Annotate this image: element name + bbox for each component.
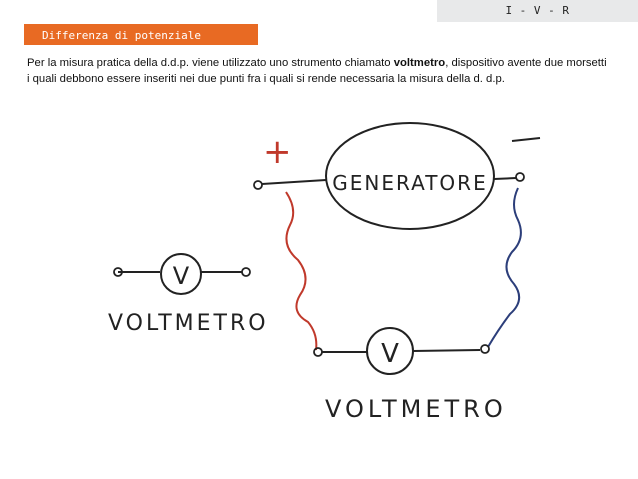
section-title: Differenza di potenziale [42,29,201,42]
plus-sign: + [263,132,292,172]
positive-wire [286,192,316,350]
standalone-voltmeter [108,254,269,336]
negative-wire [488,188,521,347]
generator [254,123,524,229]
header-badge: I - V - R [505,4,570,17]
body-text-after: , dispositivo avente due morsetti i quali debbono essere inseriti nei due punti fra i quali si rende necessaria la misura della d. d.p. [27,57,607,85]
voltmeter-symbol-circuit: V [381,339,399,369]
voltmeter-label-circuit: VOLTMETRO [325,395,507,423]
voltmeter-label-left: VOLTMETRO [108,311,269,336]
generator-label: GENERATORE [332,171,488,195]
body-text-before: Per la misura pratica della d.d.p. viene utilizzato uno strumento chiamato [27,57,394,69]
body-text-bold: voltmetro [393,57,446,69]
circuit-voltmeter [314,328,507,423]
voltmeter-symbol-left: V [172,262,190,290]
minus-sign [512,138,540,141]
